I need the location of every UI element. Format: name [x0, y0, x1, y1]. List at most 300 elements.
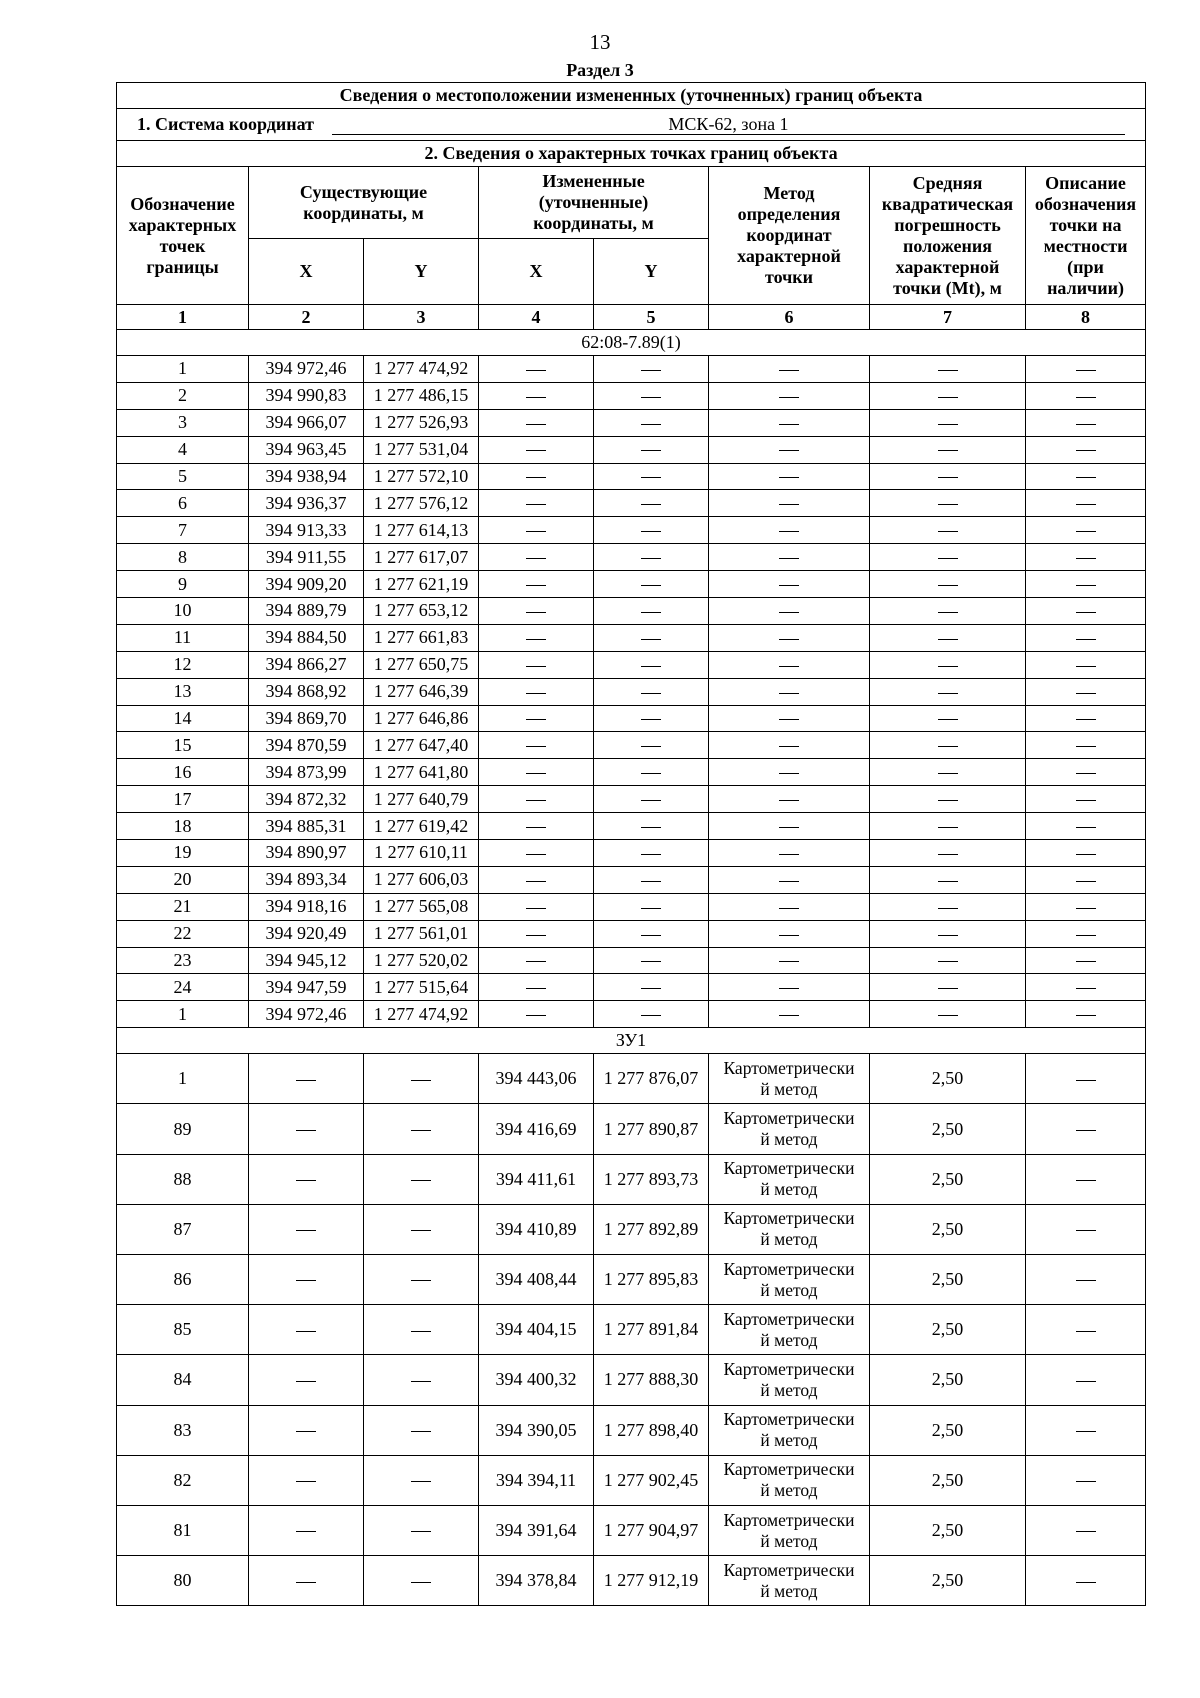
dash-mark: [641, 935, 661, 936]
changed-x: [479, 786, 594, 813]
dash-mark: [411, 1080, 431, 1081]
dash-mark: [526, 666, 546, 667]
dash-mark: [296, 1582, 316, 1583]
dash-mark: [1076, 424, 1096, 425]
dash-mark: [296, 1381, 316, 1382]
dash-mark: [641, 800, 661, 801]
existing-y: 1 277 565,08: [364, 893, 479, 920]
changed-y: 1 277 876,07: [594, 1054, 709, 1104]
dash-mark: [296, 1130, 316, 1131]
dash-mark: [779, 935, 799, 936]
description: [1026, 1455, 1146, 1505]
group-label: ЗУ1: [117, 1028, 1146, 1054]
dash-mark: [411, 1582, 431, 1583]
point-designation: 3: [117, 409, 249, 436]
rmse: 2,50: [870, 1104, 1026, 1154]
changed-y: [594, 866, 709, 893]
dash-mark: [526, 961, 546, 962]
dash-mark: [938, 746, 958, 747]
dash-mark: [779, 397, 799, 398]
point-designation: 87: [117, 1204, 249, 1254]
description: [1026, 732, 1146, 759]
existing-y: [364, 1505, 479, 1555]
changed-x: [479, 920, 594, 947]
existing-x: [249, 1054, 364, 1104]
method: [709, 1001, 870, 1028]
dash-mark: [938, 1015, 958, 1016]
dash-mark: [1076, 854, 1096, 855]
existing-x: 394 911,55: [249, 544, 364, 571]
dash-mark: [411, 1531, 431, 1532]
point-designation: 14: [117, 705, 249, 732]
existing-y: [364, 1204, 479, 1254]
dash-mark: [1076, 450, 1096, 451]
dash-mark: [1076, 746, 1096, 747]
existing-x: 394 868,92: [249, 678, 364, 705]
description: [1026, 1505, 1146, 1555]
point-designation: 2: [117, 382, 249, 409]
dash-mark: [938, 854, 958, 855]
method: Картометрически й метод: [709, 1355, 870, 1405]
description: [1026, 1355, 1146, 1405]
changed-y: [594, 463, 709, 490]
existing-y: [364, 1255, 479, 1305]
dash-mark: [938, 719, 958, 720]
method: [709, 624, 870, 651]
description: [1026, 705, 1146, 732]
dash-mark: [779, 504, 799, 505]
dash-mark: [938, 450, 958, 451]
description: [1026, 517, 1146, 544]
header-changed-x: X: [479, 239, 594, 305]
description: [1026, 1054, 1146, 1104]
table-row: [117, 1455, 1146, 1505]
point-designation: 18: [117, 813, 249, 840]
changed-x: [479, 651, 594, 678]
rmse: 2,50: [870, 1505, 1026, 1555]
description: [1026, 598, 1146, 625]
dash-mark: [779, 746, 799, 747]
description: [1026, 1255, 1146, 1305]
dash-mark: [1076, 666, 1096, 667]
changed-x: [479, 409, 594, 436]
existing-y: 1 277 474,92: [364, 356, 479, 383]
rmse: [870, 866, 1026, 893]
method: Картометрически й метод: [709, 1255, 870, 1305]
method: Картометрически й метод: [709, 1405, 870, 1455]
changed-x: 394 390,05: [479, 1405, 594, 1455]
dash-mark: [1076, 800, 1096, 801]
dash-mark: [1076, 477, 1096, 478]
existing-x: 394 947,59: [249, 974, 364, 1001]
existing-y: 1 277 606,03: [364, 866, 479, 893]
dash-mark: [526, 935, 546, 936]
changed-x: 394 394,11: [479, 1455, 594, 1505]
existing-x: [249, 1305, 364, 1355]
dash-mark: [641, 666, 661, 667]
changed-x: 394 404,15: [479, 1305, 594, 1355]
existing-y: 1 277 646,86: [364, 705, 479, 732]
dash-mark: [411, 1431, 431, 1432]
rmse: [870, 786, 1026, 813]
description: [1026, 678, 1146, 705]
dash-mark: [641, 558, 661, 559]
method: Картометрически й метод: [709, 1455, 870, 1505]
method: [709, 974, 870, 1001]
changed-y: 1 277 892,89: [594, 1204, 709, 1254]
existing-y: 1 277 610,11: [364, 840, 479, 867]
description: [1026, 624, 1146, 651]
changed-x: [479, 463, 594, 490]
point-designation: 16: [117, 759, 249, 786]
dash-mark: [641, 961, 661, 962]
existing-y: 1 277 614,13: [364, 517, 479, 544]
header-existing-x: X: [249, 239, 364, 305]
changed-y: [594, 759, 709, 786]
rmse: [870, 705, 1026, 732]
dash-mark: [779, 854, 799, 855]
dash-mark: [779, 370, 799, 371]
method: [709, 598, 870, 625]
dash-mark: [641, 639, 661, 640]
dash-mark: [411, 1280, 431, 1281]
description: [1026, 409, 1146, 436]
method: [709, 651, 870, 678]
header-method: Метод определения координат характерной точки: [709, 167, 870, 305]
method: Картометрически й метод: [709, 1556, 870, 1606]
table-row: [117, 1305, 1146, 1355]
dash-mark: [526, 746, 546, 747]
dash-mark: [526, 397, 546, 398]
existing-x: 394 890,97: [249, 840, 364, 867]
existing-x: 394 966,07: [249, 409, 364, 436]
rmse: [870, 544, 1026, 571]
point-designation: 15: [117, 732, 249, 759]
dash-mark: [641, 424, 661, 425]
changed-x: 394 408,44: [479, 1255, 594, 1305]
point-designation: 1: [117, 1054, 249, 1104]
dash-mark: [296, 1280, 316, 1281]
description: [1026, 490, 1146, 517]
rmse: 2,50: [870, 1405, 1026, 1455]
changed-y: [594, 974, 709, 1001]
table-row: [117, 947, 1146, 974]
changed-y: [594, 544, 709, 571]
dash-mark: [641, 397, 661, 398]
rmse: [870, 1001, 1026, 1028]
point-designation: 86: [117, 1255, 249, 1305]
dash-mark: [1076, 719, 1096, 720]
changed-x: [479, 866, 594, 893]
description: [1026, 840, 1146, 867]
dash-mark: [779, 908, 799, 909]
method: [709, 490, 870, 517]
table-row: [117, 974, 1146, 1001]
point-designation: 89: [117, 1104, 249, 1154]
existing-x: [249, 1104, 364, 1154]
changed-x: [479, 382, 594, 409]
dash-mark: [526, 693, 546, 694]
coordinate-system-row: [117, 109, 1146, 141]
description: [1026, 786, 1146, 813]
method: Картометрически й метод: [709, 1054, 870, 1104]
table-row: [117, 356, 1146, 383]
changed-y: [594, 624, 709, 651]
dash-mark: [526, 504, 546, 505]
dash-mark: [938, 881, 958, 882]
point-designation: 17: [117, 786, 249, 813]
table-title: Сведения о местоположении измененных (уточненных) границ объекта: [117, 83, 1146, 109]
point-designation: 12: [117, 651, 249, 678]
dash-mark: [779, 531, 799, 532]
description: [1026, 1104, 1146, 1154]
point-designation: 19: [117, 840, 249, 867]
dash-mark: [526, 585, 546, 586]
column-number: 3: [364, 305, 479, 330]
dash-mark: [1076, 1130, 1096, 1131]
column-number: 4: [479, 305, 594, 330]
method: [709, 893, 870, 920]
rmse: [870, 436, 1026, 463]
existing-y: [364, 1355, 479, 1405]
method: Картометрически й метод: [709, 1505, 870, 1555]
table-row: [117, 1505, 1146, 1555]
dash-mark: [1076, 961, 1096, 962]
changed-x: 394 411,61: [479, 1154, 594, 1204]
table-row: [117, 1104, 1146, 1154]
coordinate-system-value: МСК-62, зона 1: [332, 114, 1125, 135]
dash-mark: [779, 693, 799, 694]
description: [1026, 1305, 1146, 1355]
dash-mark: [641, 988, 661, 989]
dash-mark: [938, 961, 958, 962]
method: [709, 786, 870, 813]
dash-mark: [641, 531, 661, 532]
table-row: [117, 1001, 1146, 1028]
column-number: 5: [594, 305, 709, 330]
dash-mark: [779, 477, 799, 478]
dash-mark: [526, 424, 546, 425]
dash-mark: [411, 1230, 431, 1231]
header-changed-coords: Измененные (уточненные) координаты, м: [479, 167, 709, 239]
dash-mark: [296, 1331, 316, 1332]
dash-mark: [938, 424, 958, 425]
method: [709, 463, 870, 490]
changed-x: [479, 678, 594, 705]
existing-x: [249, 1255, 364, 1305]
existing-y: 1 277 617,07: [364, 544, 479, 571]
changed-y: [594, 893, 709, 920]
method: [709, 571, 870, 598]
changed-y: [594, 813, 709, 840]
table-row: [117, 651, 1146, 678]
dash-mark: [779, 666, 799, 667]
changed-x: [479, 974, 594, 1001]
changed-y: [594, 436, 709, 463]
dash-mark: [296, 1481, 316, 1482]
existing-y: 1 277 561,01: [364, 920, 479, 947]
dash-mark: [411, 1130, 431, 1131]
dash-mark: [1076, 397, 1096, 398]
dash-mark: [641, 773, 661, 774]
point-designation: 9: [117, 571, 249, 598]
dash-mark: [938, 397, 958, 398]
dash-mark: [779, 827, 799, 828]
dash-mark: [779, 1015, 799, 1016]
existing-y: 1 277 520,02: [364, 947, 479, 974]
point-designation: 82: [117, 1455, 249, 1505]
changed-x: [479, 1001, 594, 1028]
existing-y: 1 277 572,10: [364, 463, 479, 490]
dash-mark: [1076, 612, 1096, 613]
dash-mark: [1076, 1531, 1096, 1532]
changed-x: [479, 893, 594, 920]
table-row: [117, 1355, 1146, 1405]
point-designation: 84: [117, 1355, 249, 1405]
dash-mark: [938, 531, 958, 532]
changed-x: 394 443,06: [479, 1054, 594, 1104]
dash-mark: [938, 612, 958, 613]
table-row: [117, 1556, 1146, 1606]
changed-y: [594, 1001, 709, 1028]
changed-y: [594, 571, 709, 598]
dash-mark: [641, 370, 661, 371]
method: [709, 732, 870, 759]
point-designation: 10: [117, 598, 249, 625]
existing-x: 394 913,33: [249, 517, 364, 544]
existing-x: 394 869,70: [249, 705, 364, 732]
dash-mark: [526, 370, 546, 371]
table-row: [117, 544, 1146, 571]
method: [709, 544, 870, 571]
changed-x: [479, 356, 594, 383]
table-row: [117, 759, 1146, 786]
dash-mark: [779, 961, 799, 962]
dash-mark: [1076, 370, 1096, 371]
rmse: [870, 356, 1026, 383]
existing-y: [364, 1305, 479, 1355]
existing-y: 1 277 650,75: [364, 651, 479, 678]
dash-mark: [1076, 1381, 1096, 1382]
dash-mark: [641, 612, 661, 613]
description: [1026, 893, 1146, 920]
header-designation: Обозначение характерных точек границы: [117, 167, 249, 305]
rmse: [870, 409, 1026, 436]
dash-mark: [1076, 773, 1096, 774]
changed-y: 1 277 893,73: [594, 1154, 709, 1204]
description: [1026, 463, 1146, 490]
description: [1026, 1405, 1146, 1455]
header-existing-y: Y: [364, 239, 479, 305]
method: [709, 678, 870, 705]
dash-mark: [938, 908, 958, 909]
method: [709, 840, 870, 867]
method: [709, 947, 870, 974]
dash-mark: [1076, 1481, 1096, 1482]
table-row: [117, 920, 1146, 947]
existing-y: 1 277 621,19: [364, 571, 479, 598]
table-row: [117, 813, 1146, 840]
description: [1026, 571, 1146, 598]
existing-x: 394 909,20: [249, 571, 364, 598]
rmse: [870, 490, 1026, 517]
existing-x: 394 873,99: [249, 759, 364, 786]
point-designation: 1: [117, 1001, 249, 1028]
changed-y: 1 277 898,40: [594, 1405, 709, 1455]
changed-y: 1 277 890,87: [594, 1104, 709, 1154]
dash-mark: [411, 1331, 431, 1332]
point-designation: 5: [117, 463, 249, 490]
changed-y: [594, 732, 709, 759]
existing-x: 394 893,34: [249, 866, 364, 893]
table-row: [117, 571, 1146, 598]
table-row: [117, 490, 1146, 517]
existing-y: [364, 1104, 479, 1154]
rmse: 2,50: [870, 1305, 1026, 1355]
existing-x: 394 889,79: [249, 598, 364, 625]
existing-x: [249, 1204, 364, 1254]
method: [709, 759, 870, 786]
existing-y: 1 277 515,64: [364, 974, 479, 1001]
changed-x: 394 416,69: [479, 1104, 594, 1154]
dash-mark: [641, 450, 661, 451]
dash-mark: [1076, 531, 1096, 532]
method: [709, 382, 870, 409]
existing-x: [249, 1505, 364, 1555]
description: [1026, 356, 1146, 383]
changed-y: 1 277 895,83: [594, 1255, 709, 1305]
description: [1026, 813, 1146, 840]
dash-mark: [526, 558, 546, 559]
dash-mark: [641, 908, 661, 909]
dash-mark: [526, 854, 546, 855]
dash-mark: [1076, 881, 1096, 882]
point-designation: 83: [117, 1405, 249, 1455]
table-row: [117, 732, 1146, 759]
boundary-points-table: [116, 82, 1146, 1606]
dash-mark: [296, 1180, 316, 1181]
existing-x: 394 972,46: [249, 356, 364, 383]
changed-y: [594, 678, 709, 705]
dash-mark: [938, 935, 958, 936]
description: [1026, 759, 1146, 786]
header-description: Описание обозначения точки на местности (при наличии): [1026, 167, 1146, 305]
dash-mark: [641, 477, 661, 478]
changed-y: [594, 490, 709, 517]
changed-y: [594, 786, 709, 813]
point-designation: 8: [117, 544, 249, 571]
changed-y: [594, 705, 709, 732]
dash-mark: [938, 585, 958, 586]
points-title: 2. Сведения о характерных точках границ объекта: [117, 141, 1146, 167]
existing-y: 1 277 647,40: [364, 732, 479, 759]
existing-y: 1 277 576,12: [364, 490, 479, 517]
dash-mark: [779, 719, 799, 720]
dash-mark: [1076, 1015, 1096, 1016]
dash-mark: [641, 719, 661, 720]
dash-mark: [411, 1481, 431, 1482]
point-designation: 1: [117, 356, 249, 383]
method: [709, 356, 870, 383]
changed-y: [594, 920, 709, 947]
dash-mark: [526, 800, 546, 801]
rmse: [870, 517, 1026, 544]
description: [1026, 1154, 1146, 1204]
table-row: [117, 517, 1146, 544]
dash-mark: [938, 370, 958, 371]
description: [1026, 544, 1146, 571]
changed-y: [594, 382, 709, 409]
